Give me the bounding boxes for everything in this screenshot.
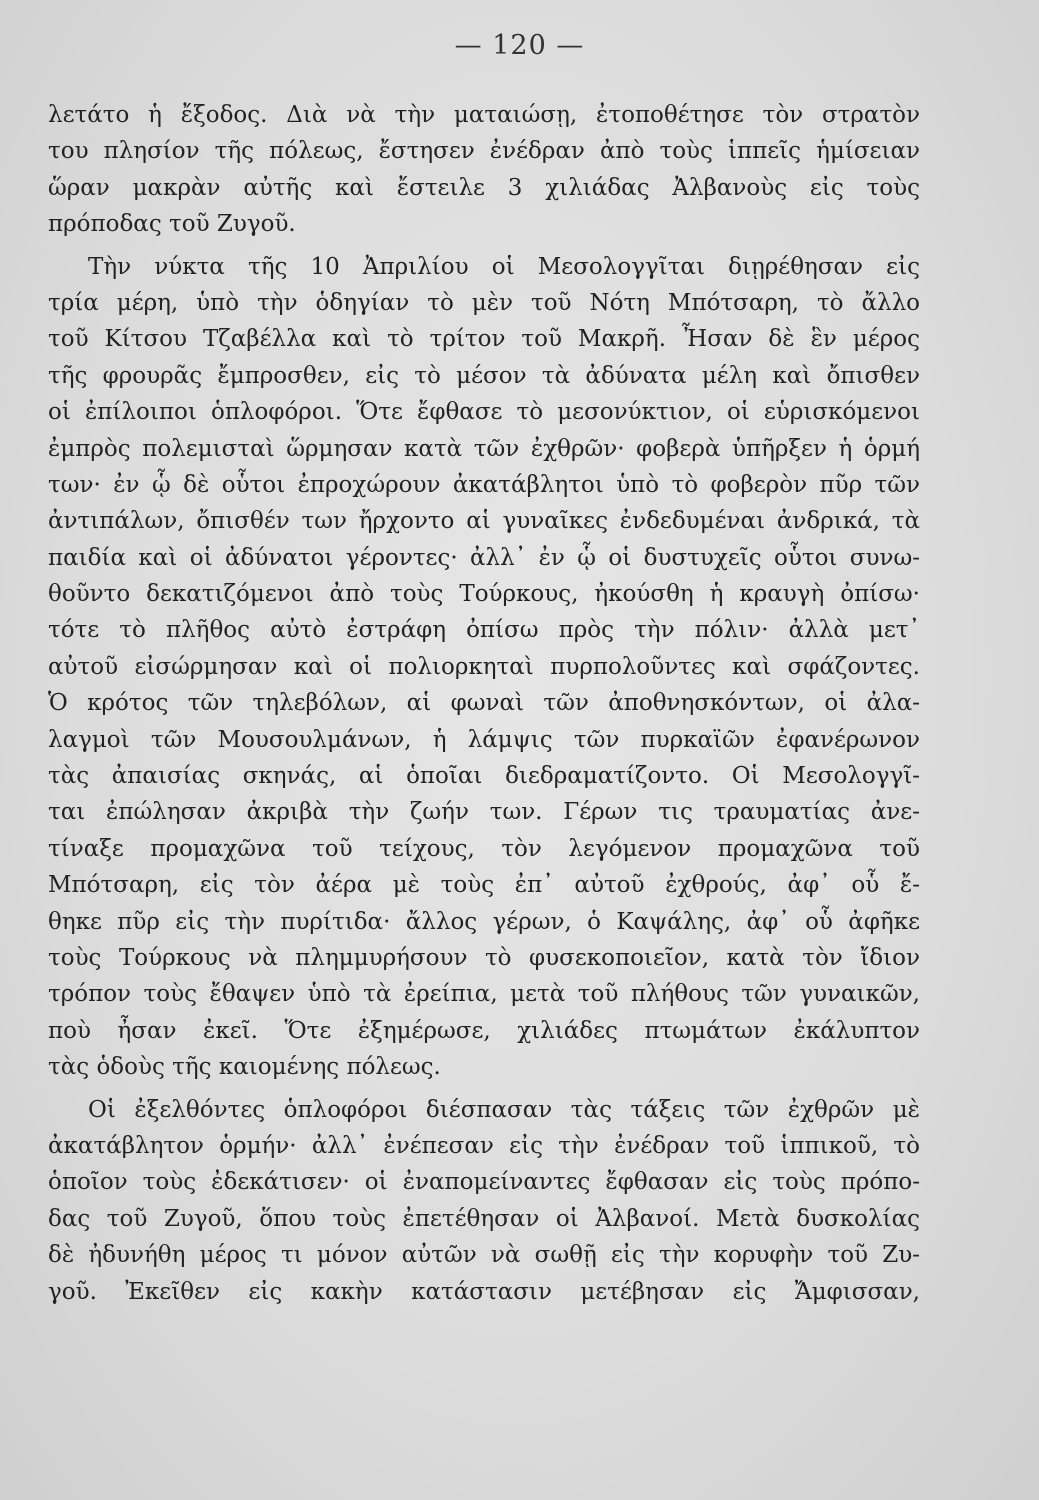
text-line: τίναξε προμαχῶνα τοῦ τείχους, τὸν λεγόμενον προμαχῶνα τοῦ (48, 835, 920, 862)
text-line: τρία μέρη, ὑπὸ τὴν ὁδηγίαν τὸ μὲν τοῦ Νότη Μπότσαρη, τὸ ἄλλο (48, 289, 920, 316)
text-line: θηκε πῦρ εἰς τὴν πυρίτιδα· ἄλλος γέρων, ὁ Καψάλης, ἀφ᾽ οὗ ἀφῆκε (48, 908, 920, 935)
body-text (48, 97, 920, 1310)
text-line: τότε τὸ πλῆθος αὐτὸ ἐστράφη ὀπίσω πρὸς τὴν πόλιν· ἀλλὰ μετ᾽ (48, 617, 920, 644)
text-line: ἀντιπάλων, ὄπισθέν των ἤρχοντο αἱ γυναῖκες ἐνδεδυμέναι ἀνδρικά, τὰ (48, 508, 920, 535)
text-line: τοὺς Τούρκους νὰ πλημμυρήσουν τὸ φυσεκοποιεῖον, κατὰ τὸν ἴδιον (48, 944, 920, 971)
paragraph-2 (48, 249, 920, 1086)
text-line: δὲ ἠδυνήθη μέρος τι μόνον αὐτῶν νὰ σωθῇ εἰς τὴν κορυφὴν τοῦ Ζυ- (48, 1242, 920, 1269)
text-line: παιδία καὶ οἱ ἀδύνατοι γέροντες· ἀλλ᾽ ἐν ᾧ οἱ δυστυχεῖς οὗτοι συνω- (48, 544, 920, 571)
text-line: λαγμοὶ τῶν Μουσουλμάνων, ἡ λάμψις τῶν πυρκαϊῶν ἐφανέρωνον (48, 726, 920, 753)
text-line: αὐτοῦ εἰσώρμησαν καὶ οἱ πολιορκηταὶ πυρπολοῦντες καὶ σφάζοντες. (48, 653, 920, 680)
text-line: τῆς φρουρᾶς ἔμπροσθεν, εἰς τὸ μέσον τὰ ἀδύνατα μέλη καὶ ὄπισθεν (48, 362, 920, 389)
text-line: θοῦντο δεκατιζόμενοι ἀπὸ τοὺς Τούρκους, ἠκούσθη ἡ κραυγὴ ὀπίσω· (48, 581, 920, 608)
paragraph-3 (48, 1092, 920, 1310)
text-line: ται ἐπώλησαν ἀκριβὰ τὴν ζωήν των. Γέρων τις τραυματίας ἀνε- (48, 799, 920, 826)
text-line: τὰς ὁδοὺς τῆς καιομένης πόλεως. (48, 1054, 441, 1081)
text-line: Μπότσαρη, εἰς τὸν ἀέρα μὲ τοὺς ἐπ᾽ αὐτοῦ ἐχθρούς, ἀφ᾽ οὗ ἔ- (48, 872, 920, 899)
text-line: του πλησίον τῆς πόλεως, ἔστησεν ἐνέδραν ἀπὸ τοὺς ἱππεῖς ἡμίσειαν (48, 138, 920, 165)
text-line: Οἱ ἐξελθόντες ὁπλοφόροι διέσπασαν τὰς τάξεις τῶν ἐχθρῶν μὲ (88, 1096, 920, 1123)
text-line: Ὁ κρότος τῶν τηλεβόλων, αἱ φωναὶ τῶν ἀποθνησκόντων, οἱ ἀλα- (48, 690, 920, 717)
text-line: γοῦ. Ἐκεῖθεν εἰς κακὴν κατάστασιν μετέβησαν εἰς Ἄμφισσαν, (48, 1278, 920, 1305)
text-line: Τὴν νύκτα τῆς 10 Ἀπριλίου οἱ Μεσολογγῖται διῃρέθησαν εἰς (88, 253, 920, 280)
text-line: τοῦ Κίτσου Τζαβέλλα καὶ τὸ τρίτον τοῦ Μακρῆ. Ἦσαν δὲ ἓν μέρος (48, 326, 920, 353)
text-line: ἐμπρὸς πολεμισταὶ ὥρμησαν κατὰ τῶν ἐχθρῶν· φοβερὰ ὑπῆρξεν ἡ ὁρμή (48, 435, 920, 462)
text-line: ὁποῖον τοὺς ἐδεκάτισεν· οἱ ἐναπομείναντες ἔφθασαν εἰς τοὺς πρόπο- (48, 1169, 920, 1196)
text-line: πρόποδας τοῦ Ζυγοῦ. (48, 211, 296, 238)
text-line: ἀκατάβλητον ὁρμήν· ἀλλ᾽ ἐνέπεσαν εἰς τὴν ἐνέδραν τοῦ ἱππικοῦ, τὸ (48, 1132, 920, 1159)
paragraph-1 (48, 97, 920, 243)
text-line: δας τοῦ Ζυγοῦ, ὅπου τοὺς ἐπετέθησαν οἱ Ἀλβανοί. Μετὰ δυσκολίας (48, 1205, 920, 1232)
text-line: τρόπον τοὺς ἔθαψεν ὑπὸ τὰ ἐρείπια, μετὰ τοῦ πλήθους τῶν γυναικῶν, (48, 981, 920, 1008)
text-line: των· ἐν ᾧ δὲ οὗτοι ἐπροχώρουν ἀκατάβλητοι ὑπὸ τὸ φοβερὸν πῦρ τῶν (48, 471, 920, 498)
text-line: λετάτο ἡ ἔξοδος. Διὰ νὰ τὴν ματαιώσῃ, ἐτοποθέτησε τὸν στρατὸν (48, 102, 920, 128)
text-line: τὰς ἀπαισίας σκηνάς, αἱ ὁποῖαι διεδραματίζοντο. Οἱ Μεσολογγῖ- (48, 763, 920, 790)
text-line: ποὺ ἦσαν ἐκεῖ. Ὅτε ἐξημέρωσε, χιλιάδες πτωμάτων ἐκάλυπτον (48, 1017, 920, 1044)
text-line: οἱ ἐπίλοιποι ὁπλοφόροι. Ὅτε ἔφθασε τὸ μεσονύκτιον, οἱ εὑρισκόμενοι (48, 399, 920, 426)
text-line: ὥραν μακρὰν αὐτῆς καὶ ἔστειλε 3 χιλιάδας Ἀλβανοὺς εἰς τοὺς (48, 174, 920, 201)
page-number: — 120 — (454, 30, 585, 61)
